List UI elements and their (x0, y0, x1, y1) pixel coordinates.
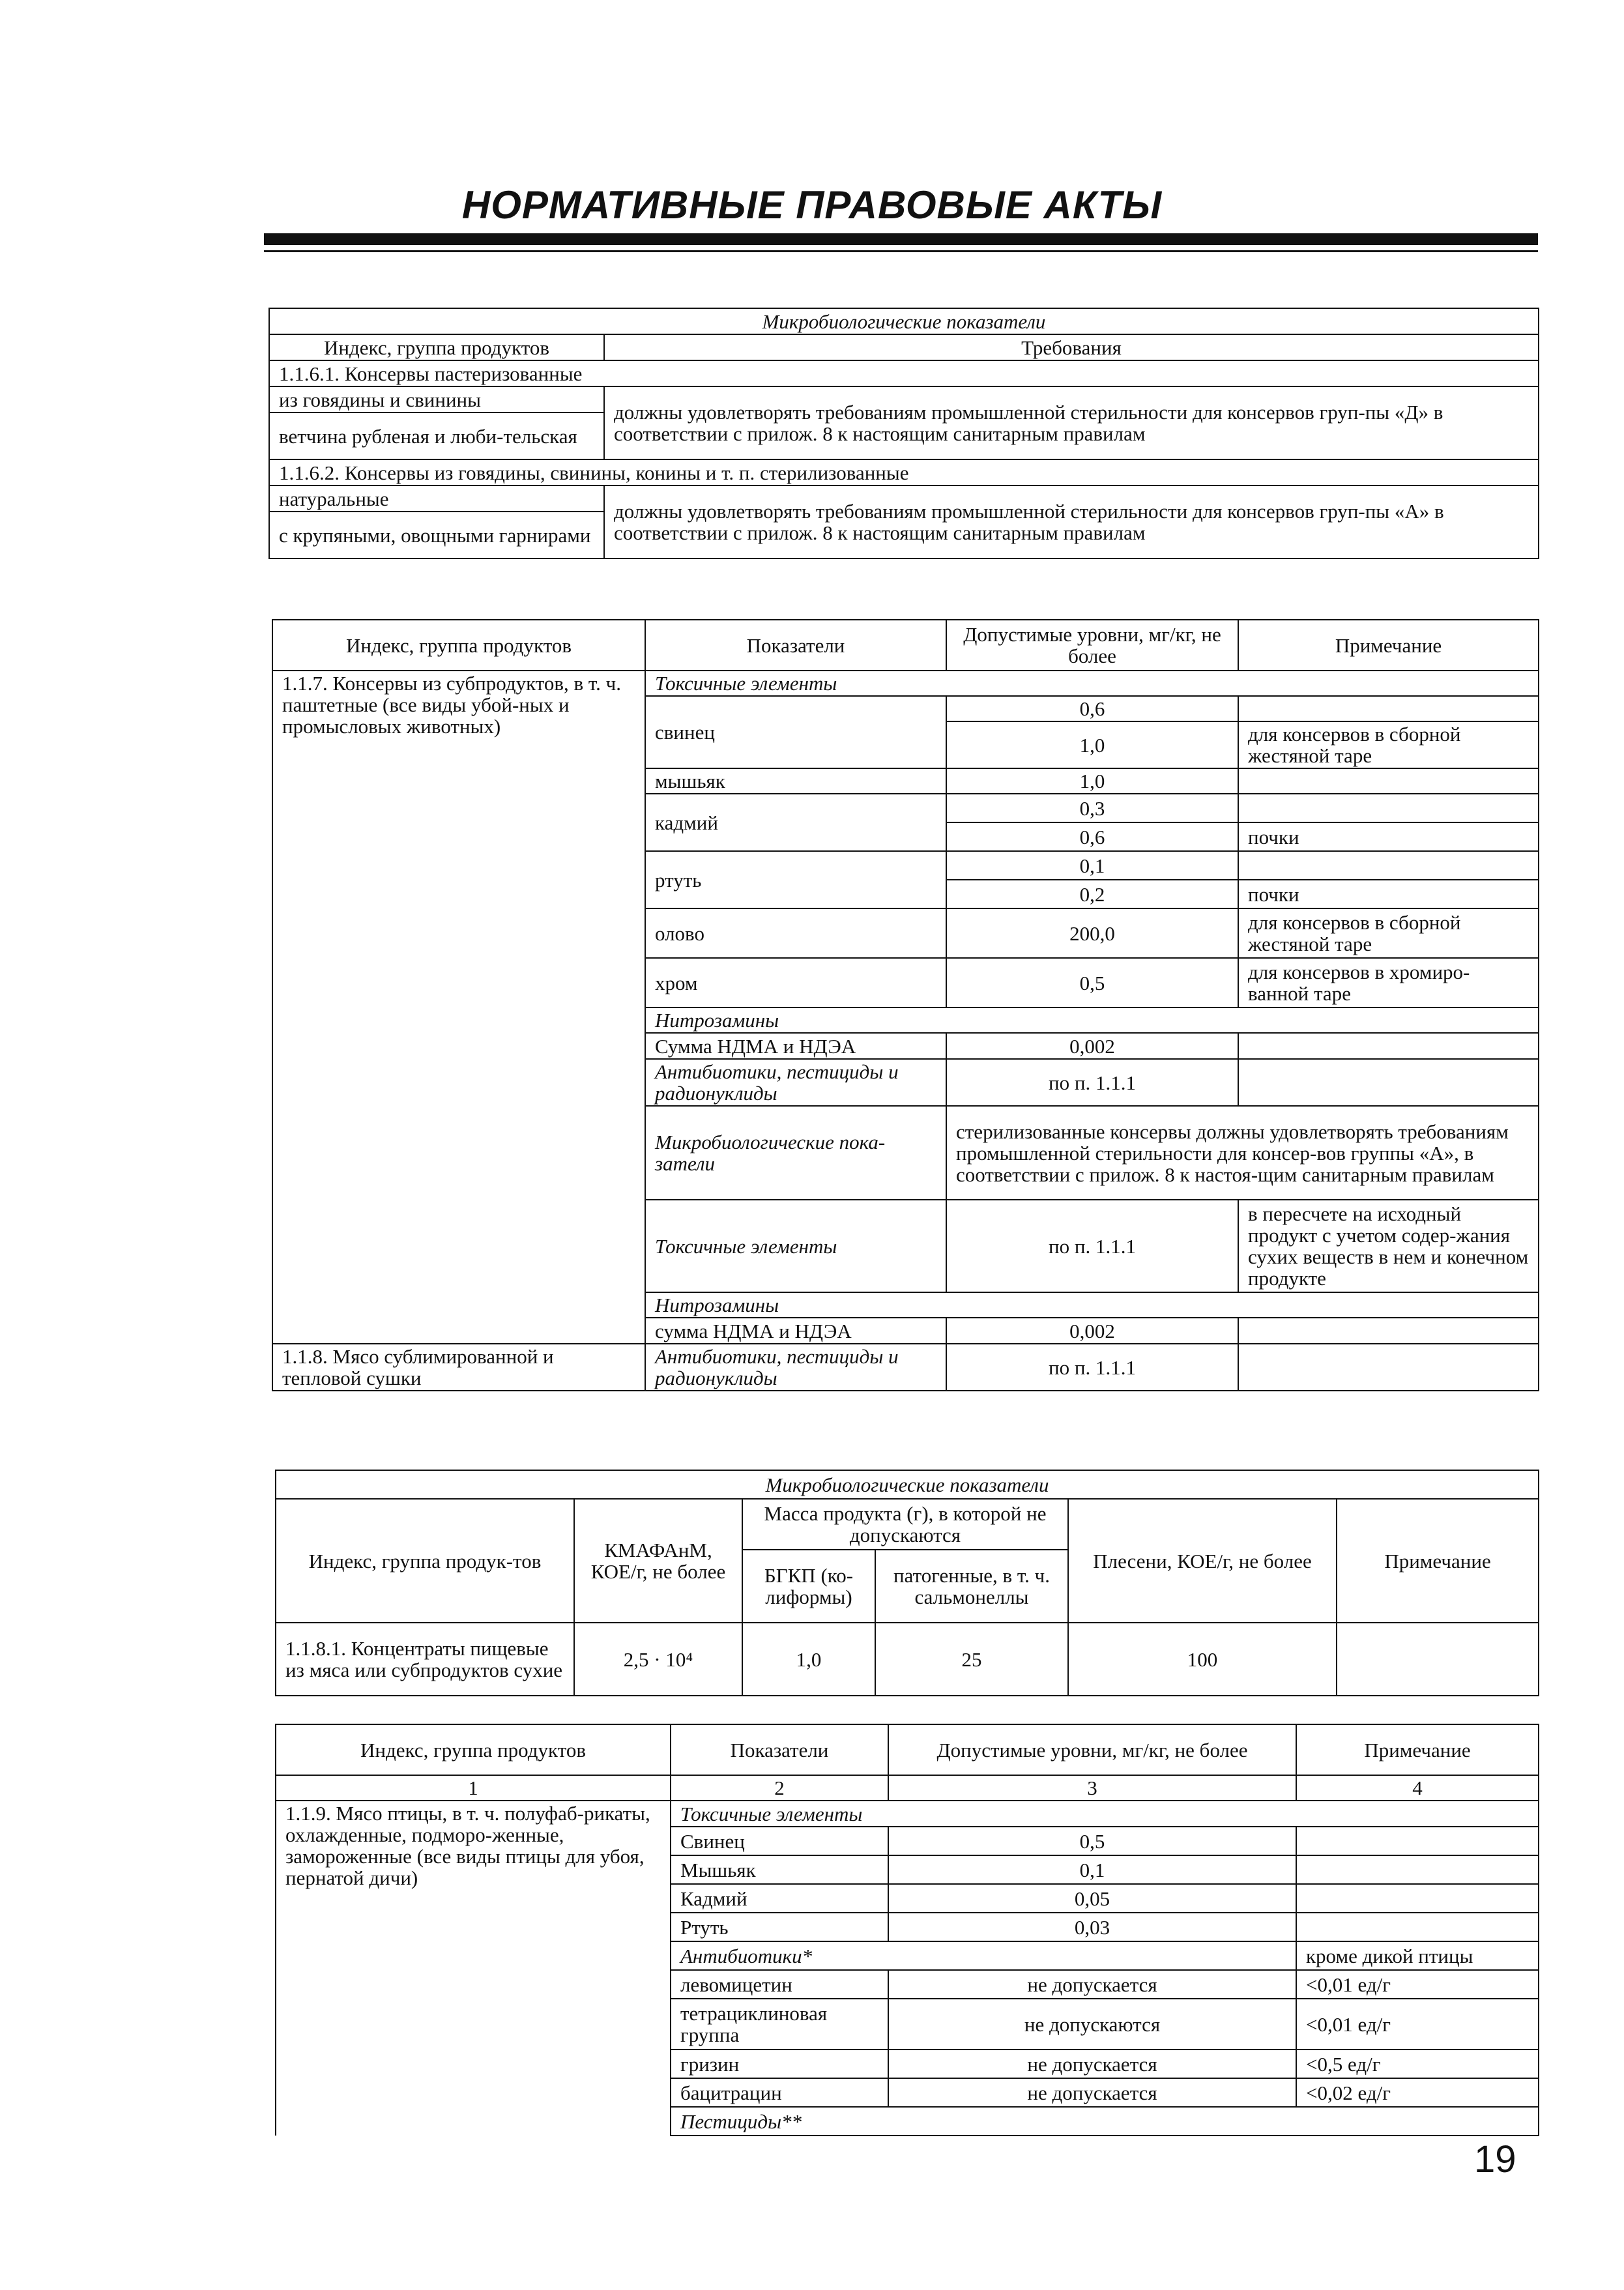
note-cell: кроме дикой птицы (1296, 1941, 1539, 1970)
level-value: не допускается (888, 2050, 1296, 2078)
product-group-cell: 1.1.7. Консервы из субпродуктов, в т. ч. паштетные (все виды убой-ных и промысловых животных) (272, 671, 645, 1344)
requirement-text: должны удовлетворять требованиям промышленной стерильности для консервов груп-пы «А» в соответствии с прилож. 8 к настоящим санитарным правилам (604, 486, 1539, 558)
note-cell (1238, 1059, 1539, 1106)
indicator-name: бацитрацин (671, 2078, 888, 2107)
product-name: ветчина рубленая и люби-тельская (269, 413, 604, 459)
table-toxic-elements-canned (272, 619, 1539, 1391)
level-value: 200,0 (946, 908, 1238, 958)
indicator-name: Антибиотики, пестициды и радионуклиды (645, 1344, 946, 1391)
group-heading: 1.1.6.2. Консервы из говядины, свинины, конины и т. п. стерилизованные (269, 459, 1539, 486)
indicator-name: гризин (671, 2050, 888, 2078)
section-label: Нитрозамины (645, 1007, 1539, 1033)
column-header-indicators: Показатели (645, 620, 946, 671)
level-value: 0,2 (946, 880, 1238, 908)
indicator-name: тетрациклиновая группа (671, 1999, 888, 2050)
requirement-text: стерилизованные консервы должны удовлетворять требованиям промышленной стерильности для консер-вов группы «А», в соответствии с прилож. 8 к настоя-щим санитарным правилам (946, 1106, 1539, 1200)
column-header-bgkp: БГКП (ко-лиформы) (742, 1550, 875, 1623)
column-header-requirements: Требования (604, 334, 1539, 360)
indicator-name: свинец (645, 696, 946, 768)
header-rule-thin (264, 250, 1538, 252)
column-number: 3 (888, 1775, 1296, 1801)
note-cell (1238, 1033, 1539, 1059)
column-number: 2 (671, 1775, 888, 1801)
section-label: Пестициды** (671, 2107, 1539, 2136)
table-caption: Микробиологические показатели (269, 308, 1539, 334)
column-header-note: Примечание (1238, 620, 1539, 671)
note-cell: в пересчете на исходный продукт с учетом содер-жания сухих веществ в нем и конечном продукте (1238, 1200, 1539, 1292)
header-rule-thick (264, 233, 1538, 245)
level-value: 1,0 (946, 721, 1238, 768)
note-cell (1296, 1827, 1539, 1855)
column-header-molds: Плесени, КОЕ/г, не более (1068, 1499, 1337, 1623)
note-cell (1238, 794, 1539, 822)
note-cell: <0,02 ед/г (1296, 2078, 1539, 2107)
indicator-name: Свинец (671, 1827, 888, 1855)
level-value: не допускается (888, 2078, 1296, 2107)
note-cell (1296, 1913, 1539, 1941)
pathogens-value: 25 (875, 1623, 1068, 1696)
page-header-title: НОРМАТИВНЫЕ ПРАВОВЫЕ АКТЫ (461, 183, 1163, 227)
column-header-levels: Допустимые уровни, мг/кг, не более (888, 1724, 1296, 1775)
kmafanm-value: 2,5 · 10⁴ (574, 1623, 742, 1696)
indicator-name: сумма НДМА и НДЭА (645, 1318, 946, 1344)
level-value: 0,5 (888, 1827, 1296, 1855)
level-value: 0,002 (946, 1033, 1238, 1059)
note-cell: для консервов в хромиро-ванной таре (1238, 958, 1539, 1007)
table-poultry (275, 1724, 1539, 2136)
level-value: 1,0 (946, 768, 1238, 794)
level-value: 0,03 (888, 1913, 1296, 1941)
column-header-indicators: Показатели (671, 1724, 888, 1775)
note-cell: почки (1238, 822, 1539, 851)
column-header-levels: Допустимые уровни, мг/кг, не более (946, 620, 1238, 671)
product-name: из говядины и свинины (269, 386, 604, 413)
level-value: 0,002 (946, 1318, 1238, 1344)
table-microbiological-canned (268, 308, 1539, 559)
column-header-index: Индекс, группа продуктов (276, 1724, 671, 1775)
level-value: 0,5 (946, 958, 1238, 1007)
indicator-name: ртуть (645, 851, 946, 908)
indicator-name: Кадмий (671, 1884, 888, 1913)
note-cell (1238, 1344, 1539, 1391)
column-header-pathogens: патогенные, в т. ч. сальмонеллы (875, 1550, 1068, 1623)
level-value: не допускается (888, 1970, 1296, 1999)
indicator-name: Микробиологические пока-затели (645, 1106, 946, 1200)
section-label: Токсичные элементы (671, 1801, 1539, 1827)
note-cell (1238, 1318, 1539, 1344)
indicator-name: хром (645, 958, 946, 1007)
column-number: 4 (1296, 1775, 1539, 1801)
note-cell (1337, 1623, 1539, 1696)
column-header-kmafanm: КМАФАнМ, КОЕ/г, не более (574, 1499, 742, 1623)
indicator-name: олово (645, 908, 946, 958)
level-value: 0,6 (946, 696, 1238, 721)
indicator-name: мышьяк (645, 768, 946, 794)
requirement-text: должны удовлетворять требованиям промышленной стерильности для консервов груп-пы «Д» в соответствии с прилож. 8 к настоящим санитарным правилам (604, 386, 1539, 459)
level-value: 0,3 (946, 794, 1238, 822)
note-cell (1296, 1884, 1539, 1913)
level-value: 0,05 (888, 1884, 1296, 1913)
product-group-cell: 1.1.8.1. Концентраты пищевые из мяса или субпродуктов сухие (276, 1623, 574, 1696)
column-header-index: Индекс, группа продук-тов (276, 1499, 574, 1623)
note-cell: для консервов в сборной жестяной таре (1238, 721, 1539, 768)
level-value: по п. 1.1.1 (946, 1344, 1238, 1391)
molds-value: 100 (1068, 1623, 1337, 1696)
level-value: 0,6 (946, 822, 1238, 851)
table-microbiological-concentrates (275, 1470, 1539, 1696)
product-name: натуральные (269, 486, 604, 512)
note-cell (1296, 1855, 1539, 1884)
level-value: 0,1 (946, 851, 1238, 880)
column-header-note: Примечание (1296, 1724, 1539, 1775)
indicator-name: Сумма НДМА и НДЭА (645, 1033, 946, 1059)
section-label: Антибиотики* (671, 1941, 1296, 1970)
column-header-note: Примечание (1337, 1499, 1539, 1623)
indicator-name: Мышьяк (671, 1855, 888, 1884)
table-caption: Микробиологические показатели (276, 1470, 1539, 1499)
column-number: 1 (276, 1775, 671, 1801)
level-value: не допускаются (888, 1999, 1296, 2050)
level-value: по п. 1.1.1 (946, 1059, 1238, 1106)
column-header-index: Индекс, группа продуктов (269, 334, 604, 360)
note-cell (1238, 696, 1539, 721)
note-cell: для консервов в сборной жестяной таре (1238, 908, 1539, 958)
group-heading: 1.1.6.1. Консервы пастеризованные (269, 360, 1539, 386)
column-header-mass: Масса продукта (г), в которой не допускаются (742, 1499, 1068, 1550)
product-name: с крупяными, овощными гарнирами (269, 512, 604, 558)
note-cell (1238, 768, 1539, 794)
section-label: Токсичные элементы (645, 671, 1539, 696)
level-value: по п. 1.1.1 (946, 1200, 1238, 1292)
product-group-cell: 1.1.8. Мясо сублимированной и тепловой сушки (272, 1344, 645, 1391)
column-header-index: Индекс, группа продуктов (272, 620, 645, 671)
indicator-name: Ртуть (671, 1913, 888, 1941)
note-cell: <0,5 ед/г (1296, 2050, 1539, 2078)
note-cell (1238, 851, 1539, 880)
note-cell: почки (1238, 880, 1539, 908)
section-label: Токсичные элементы (645, 1200, 946, 1292)
product-group-cell: 1.1.9. Мясо птицы, в т. ч. полуфаб-рикаты, охлажденные, подморо-женные, замороженные (все виды птицы для убоя, пернатой дичи) (276, 1801, 671, 2136)
section-label: Нитрозамины (645, 1292, 1539, 1318)
page-number: 19 (1474, 2138, 1516, 2181)
indicator-name: Антибиотики, пестициды и радионуклиды (645, 1059, 946, 1106)
indicator-name: кадмий (645, 794, 946, 851)
indicator-name: левомицетин (671, 1970, 888, 1999)
bgkp-value: 1,0 (742, 1623, 875, 1696)
level-value: 0,1 (888, 1855, 1296, 1884)
note-cell: <0,01 ед/г (1296, 1999, 1539, 2050)
note-cell: <0,01 ед/г (1296, 1970, 1539, 1999)
